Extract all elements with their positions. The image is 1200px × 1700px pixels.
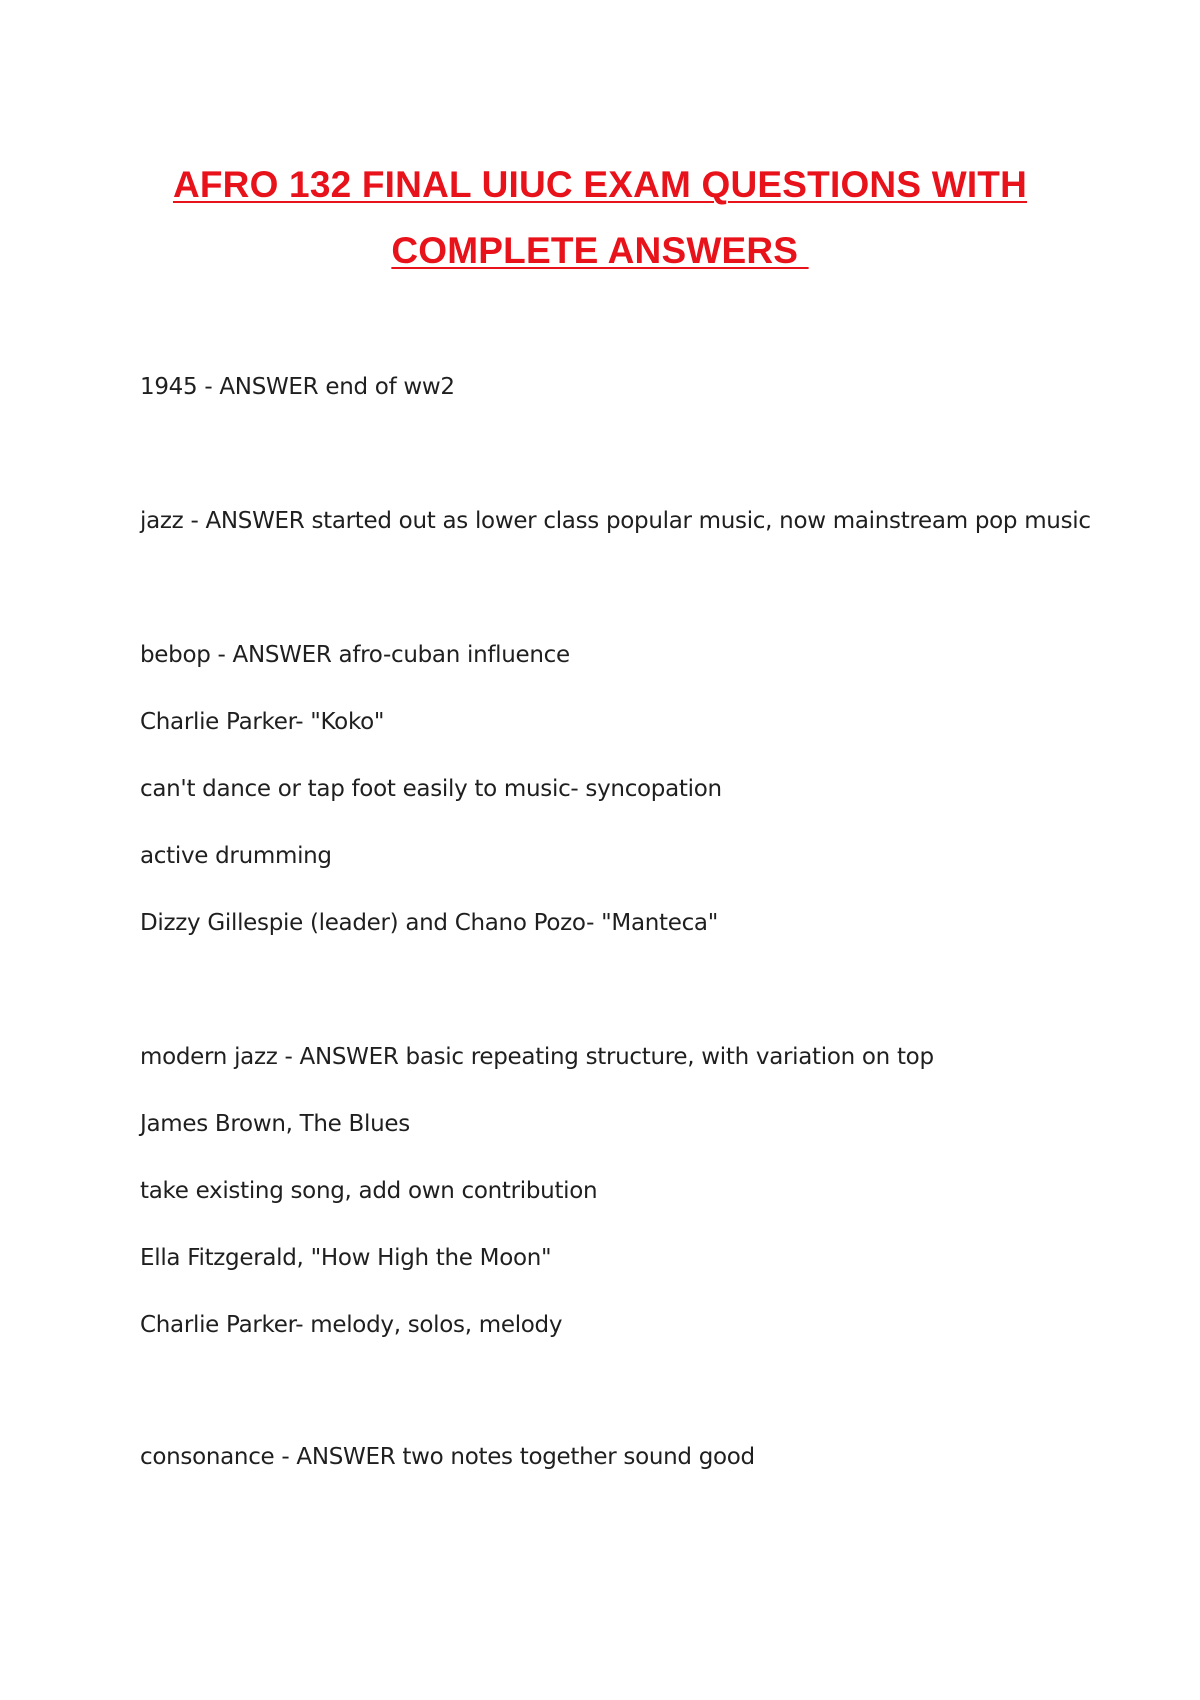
qa-line-1945: 1945 - ANSWER end of ww2 [140,374,455,400]
answer-detail-line: Charlie Parker- melody, solos, melody [140,1312,563,1338]
answer-detail-line: can't dance or tap foot easily to music- syncopation [140,776,722,802]
qa-line-jazz: jazz - ANSWER started out as lower class popular music, now mainstream pop music [140,508,1091,534]
answer-detail-line: Ella Fitzgerald, "How High the Moon" [140,1245,552,1271]
answer-detail-line: active drumming [140,843,332,869]
title-line-1: AFRO 132 FINAL UIUC EXAM QUESTIONS WITH [172,164,1028,205]
title-line-2: COMPLETE ANSWERS [391,230,809,271]
answer-detail-line: take existing song, add own contribution [140,1178,598,1204]
qa-line-bebop: bebop - ANSWER afro-cuban influence [140,642,570,668]
document-title [130,152,1070,284]
qa-line-modern-jazz: modern jazz - ANSWER basic repeating structure, with variation on top [140,1044,934,1070]
answer-detail-line: Dizzy Gillespie (leader) and Chano Pozo- "Manteca" [140,910,719,936]
answer-detail-line: James Brown, The Blues [140,1111,410,1137]
answer-detail-line: Charlie Parker- "Koko" [140,709,385,735]
qa-line-consonance: consonance - ANSWER two notes together sound good [140,1444,755,1470]
